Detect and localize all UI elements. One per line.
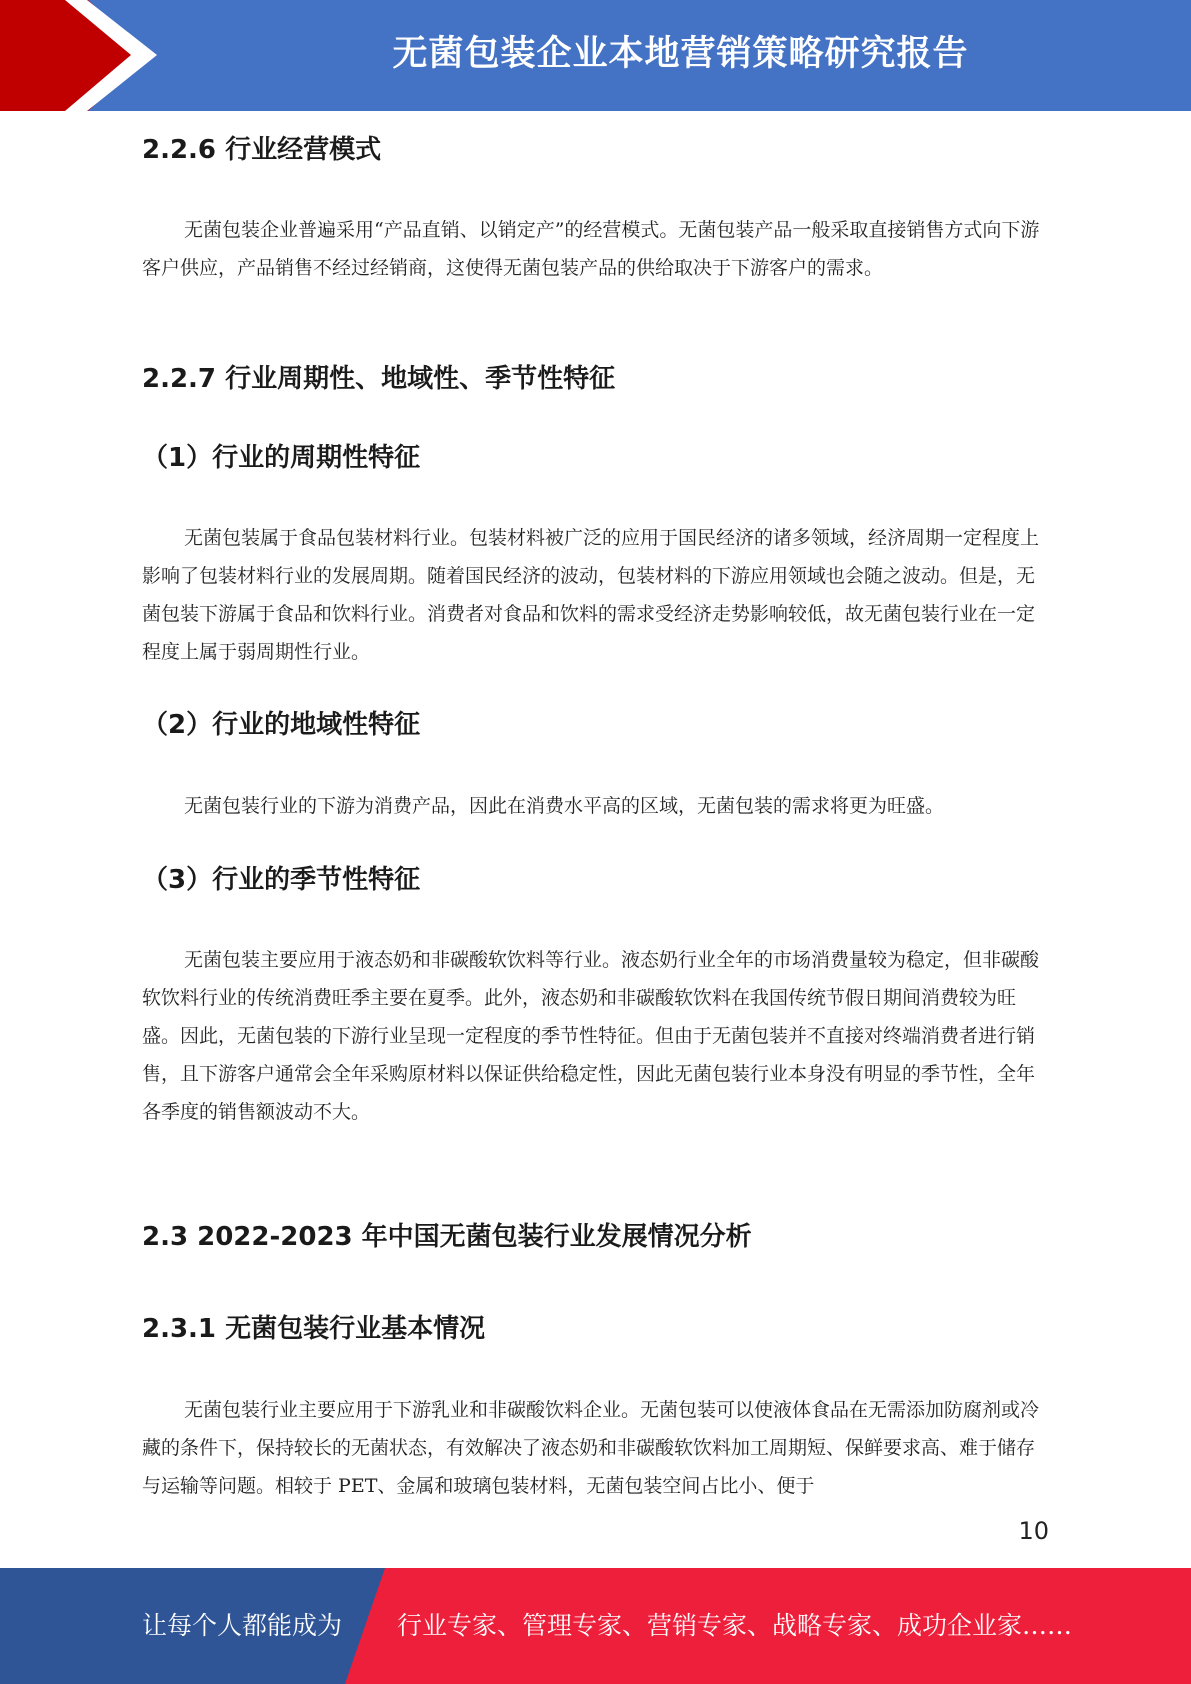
paragraph-cyclical: 无菌包装属于食品包装材料行业。包装材料被广泛的应用于国民经济的诸多领域，经济周期一定程度上影响了包装材料行业的发展周期。随着国民经济的波动，包装材料的下游应用领域也会随之波动。但是，无菌包装下游属于食品和饮料行业。消费者对食品和饮料的需求受经济走势影响较低，故无菌包装行业在一定程度上属于弱周期性行业。 [142, 527, 1040, 663]
heading-2-3: 2.3 2022-2023 年中国无菌包装行业发展情况分析 [142, 1222, 752, 1252]
heading-cyclical: （1）行业的周期性特征 [142, 443, 421, 473]
footer-slogan-left: 让每个人都能成为 [142, 1611, 343, 1640]
paragraph-industry-basics: 无菌包装行业主要应用于下游乳业和非碳酸饮料企业。无菌包装可以使液体食品在无需添加防腐剂或冷藏的条件下，保持较长的无菌状态，有效解决了液态奶和非碳酸软饮料加工周期短、保鲜要求高、难于储存与运输等问题。相较于 PET、金属和玻璃包装材料，无菌包装空间占比小、便于 [142, 1399, 1040, 1497]
paragraph-business-model: 无菌包装企业普遍采用“产品直销、以销定产”的经营模式。无菌包装产品一般采取直接销售方式向下游客户供应，产品销售不经过经销商，这使得无菌包装产品的供给取决于下游客户的需求。 [142, 219, 1040, 279]
page-header [0, 0, 1191, 111]
heading-2-2-6: 2.2.6 行业经营模式 [142, 135, 382, 165]
report-title: 无菌包装企业本地营销策略研究报告 [392, 34, 969, 74]
heading-2-3-1: 2.3.1 无菌包装行业基本情况 [142, 1314, 486, 1344]
footer-slogan-right: 行业专家、管理专家、营销专家、战略专家、成功企业家…… [397, 1611, 1073, 1640]
paragraph-regional: 无菌包装行业的下游为消费产品，因此在消费水平高的区域，无菌包装的需求将更为旺盛。 [184, 795, 945, 817]
page-footer [0, 1568, 1191, 1684]
page-number: 10 [1018, 1517, 1049, 1545]
heading-seasonal: （3）行业的季节性特征 [142, 865, 421, 895]
heading-regional: （2）行业的地域性特征 [142, 710, 421, 740]
heading-2-2-7: 2.2.7 行业周期性、地域性、季节性特征 [142, 364, 616, 394]
paragraph-seasonal: 无菌包装主要应用于液态奶和非碳酸软饮料等行业。液态奶行业全年的市场消费量较为稳定，但非碳酸软饮料行业的传统消费旺季主要在夏季。此外，液态奶和非碳酸软饮料在我国传统节假日期间消费较为旺盛。因此，无菌包装的下游行业呈现一定程度的季节性特征。但由于无菌包装并不直接对终端消费者进行销售，且下游客户通常会全年采购原材料以保证供给稳定性，因此无菌包装行业本身没有明显的季节性，全年各季度的销售额波动不大。 [142, 949, 1040, 1123]
